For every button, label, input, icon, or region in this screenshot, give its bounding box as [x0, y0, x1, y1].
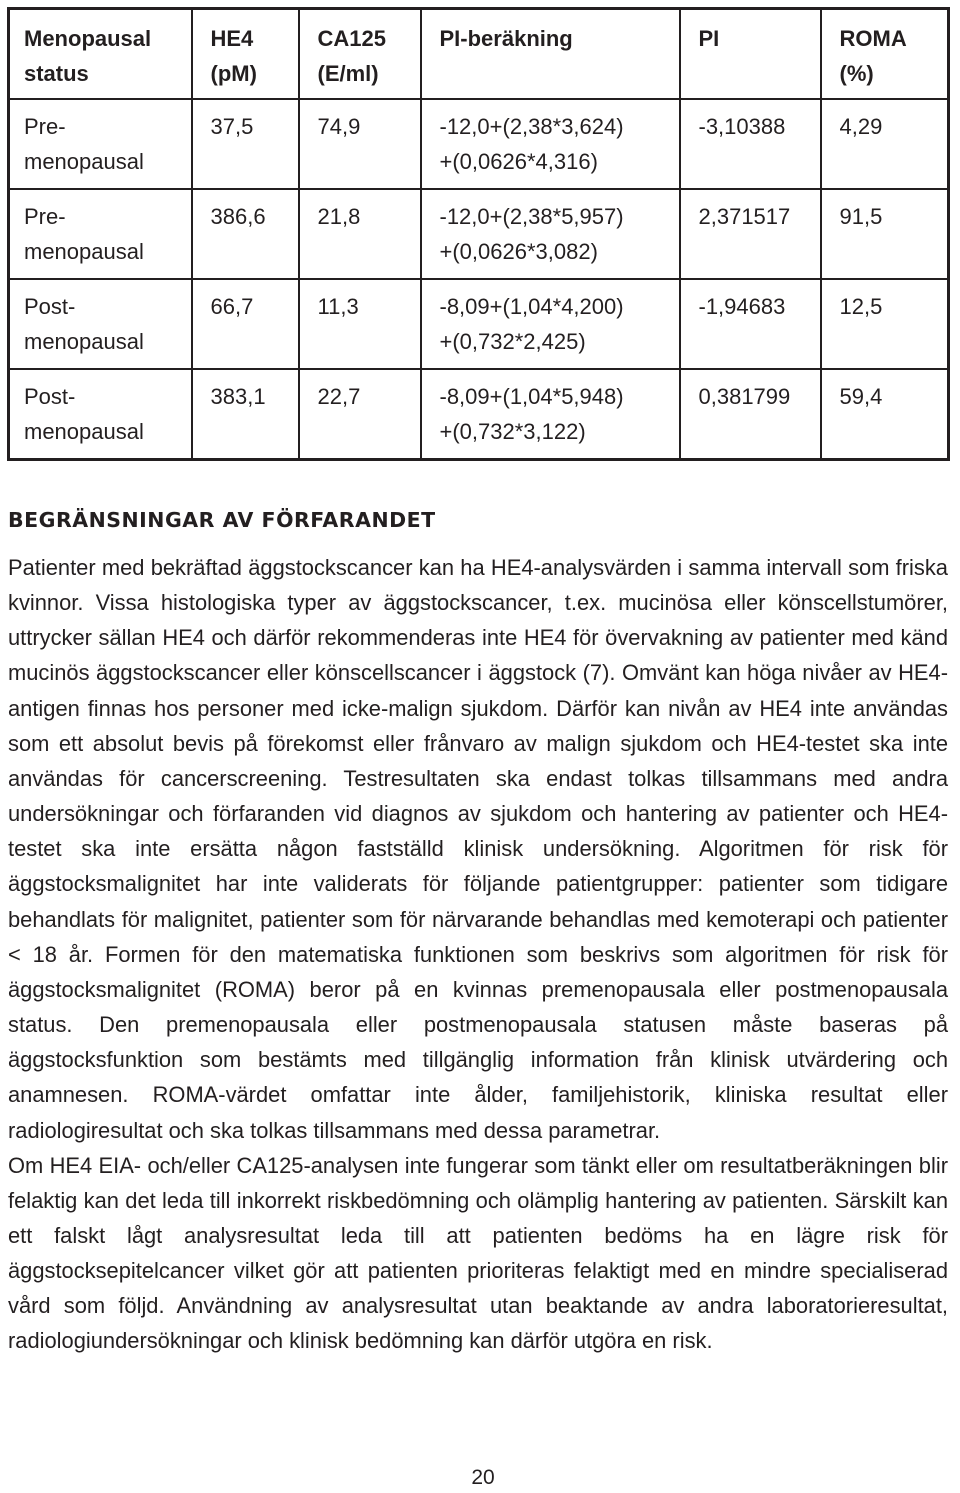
table-cell — [192, 189, 299, 279]
table-cell-value: 37,5 — [210, 114, 254, 139]
table-cell — [421, 369, 680, 460]
column-header — [680, 9, 821, 100]
table-row — [9, 279, 949, 369]
table-cell-value: -12,0+(2,38*5,957) +(0,0626*3,082) — [439, 204, 624, 264]
results-table-container — [7, 7, 947, 461]
table-row — [9, 369, 949, 460]
column-header — [421, 9, 680, 100]
table-cell-value: 12,5 — [839, 294, 883, 319]
table-cell — [192, 279, 299, 369]
table-cell-value: 21,8 — [317, 204, 361, 229]
table-cell-value: 74,9 — [317, 114, 361, 139]
body-paragraph: Patienter med bekräftad äggstockscancer kan ha HE4-analysvärden i samma intervall som friska kvinnor. Vissa histologiska typer av äggstockscancer, t.ex. mucinösa eller könscellstumörer, uttrycker sällan HE4 och därför rekommenderas inte HE4 för övervakning av patienter med känd mucinös äggstockscancer eller könscellscancer i äggstock (7). Omvänt kan höga nivåer av HE4-antigen finnas hos personer med icke-malign sjukdom. Därför kan nivån av HE4 inte användas som ett absolut bevis på förekomst eller frånvaro av malign sjukdom och HE4-testet ska inte användas för cancerscreening. Testresultaten ska endast tolkas tillsammans med andra undersökningar och förfaranden vid diagnos av sjukdom och hantering av patienter och HE4-testet ska inte ersätta någon fastställd klinisk undersökning. Algoritmen för risk för äggstocksmalignitet har inte validerats för följande patientgrupper: patienter som tidigare behandlats för malignitet, patienter som för närvarande behandlas med kemoterapi och patienter < 18 år. Formen för den matematiska funktionen som beskrivs som algoritmen för risk för äggstocksmalignitet (ROMA) beror på en kvinnas premenopausala eller postmenopausala status. Den premenopausala eller postmenopausala statusen måste baseras på äggstocksfunktion som bestämts med tillgänglig information från klinisk utvärdering och anamnesen. ROMA-värdet omfattar inte ålder, familjehistorik, kliniska resultat eller radiologiresultat och ska tolkas tillsammans med dessa parametrar. — [8, 555, 948, 1143]
table-cell — [299, 99, 421, 189]
table-cell — [680, 189, 821, 279]
table-cell-value: -8,09+(1,04*4,200) +(0,732*2,425) — [439, 294, 624, 354]
table-cell — [192, 369, 299, 460]
column-header-label: CA125 (E/ml) — [317, 26, 386, 86]
table-cell-value: 11,3 — [317, 294, 359, 319]
table-body — [9, 99, 949, 460]
column-header-label: HE4 (pM) — [210, 26, 257, 86]
column-header — [192, 9, 299, 100]
table-cell — [192, 99, 299, 189]
table-cell — [9, 189, 192, 279]
table-cell-value: -3,10388 — [698, 114, 786, 139]
column-header-label: PI — [698, 26, 720, 51]
table-cell-value: 0,381799 — [698, 384, 791, 409]
column-header-label: ROMA (%) — [839, 26, 907, 86]
table-cell-value: Post- menopausal — [24, 384, 144, 444]
table-cell-value: 4,29 — [839, 114, 883, 139]
table-cell — [299, 279, 421, 369]
table-cell — [680, 99, 821, 189]
table-cell-value: 91,5 — [839, 204, 883, 229]
table-cell-value: 2,371517 — [698, 204, 791, 229]
column-header-label: Menopausal status — [24, 26, 152, 86]
table-cell-value: -1,94683 — [698, 294, 786, 319]
column-header-label: PI-beräkning — [439, 26, 573, 51]
section-body — [8, 550, 948, 1359]
table-cell — [9, 279, 192, 369]
table-cell — [9, 369, 192, 460]
table-cell-value: 59,4 — [839, 384, 883, 409]
table-cell — [421, 189, 680, 279]
table-row — [9, 189, 949, 279]
page-number: 20 — [471, 1466, 495, 1489]
table-cell-value: -12,0+(2,38*3,624) +(0,0626*4,316) — [439, 114, 624, 174]
section-heading: BEGRÄNSNINGAR AV FÖRFARANDET — [8, 508, 436, 532]
roma-results-table — [7, 7, 950, 461]
table-cell — [821, 189, 949, 279]
table-cell-value: 386,6 — [210, 204, 266, 229]
body-paragraph: Om HE4 EIA- och/eller CA125-analysen inte fungerar som tänkt eller om resultatberäkningen blir felaktig kan det leda till inkorrekt riskbedömning och olämplig hantering av patienten. Särskilt kan ett falskt lågt analysresultat leda till att patienten bedöms ha en lägre risk för äggstocksepitelcancer vilket gör att patienten prioriteras felaktigt med en mindre specialiserad vård som följd. Användning av analysresultat utan beaktande av andra laboratorieresultat, radiologiundersökningar och klinisk bedömning kan därför utgöra en risk. — [8, 1152, 948, 1354]
table-cell — [421, 99, 680, 189]
table-cell — [821, 369, 949, 460]
column-header — [9, 9, 192, 100]
column-header — [821, 9, 949, 100]
table-cell — [299, 189, 421, 279]
table-cell-value: Post- menopausal — [24, 294, 144, 354]
table-cell — [680, 369, 821, 460]
table-cell — [9, 99, 192, 189]
table-cell-value: Pre- menopausal — [24, 114, 144, 174]
table-cell — [299, 369, 421, 460]
table-cell-value: 383,1 — [210, 384, 266, 409]
table-header-row — [9, 9, 949, 100]
table-cell — [421, 279, 680, 369]
table-cell-value: -8,09+(1,04*5,948) +(0,732*3,122) — [439, 384, 624, 444]
table-cell — [821, 99, 949, 189]
table-row — [9, 99, 949, 189]
table-cell — [821, 279, 949, 369]
table-cell-value: Pre- menopausal — [24, 204, 144, 264]
table-cell-value: 66,7 — [210, 294, 254, 319]
column-header — [299, 9, 421, 100]
table-cell — [680, 279, 821, 369]
table-cell-value: 22,7 — [317, 384, 361, 409]
